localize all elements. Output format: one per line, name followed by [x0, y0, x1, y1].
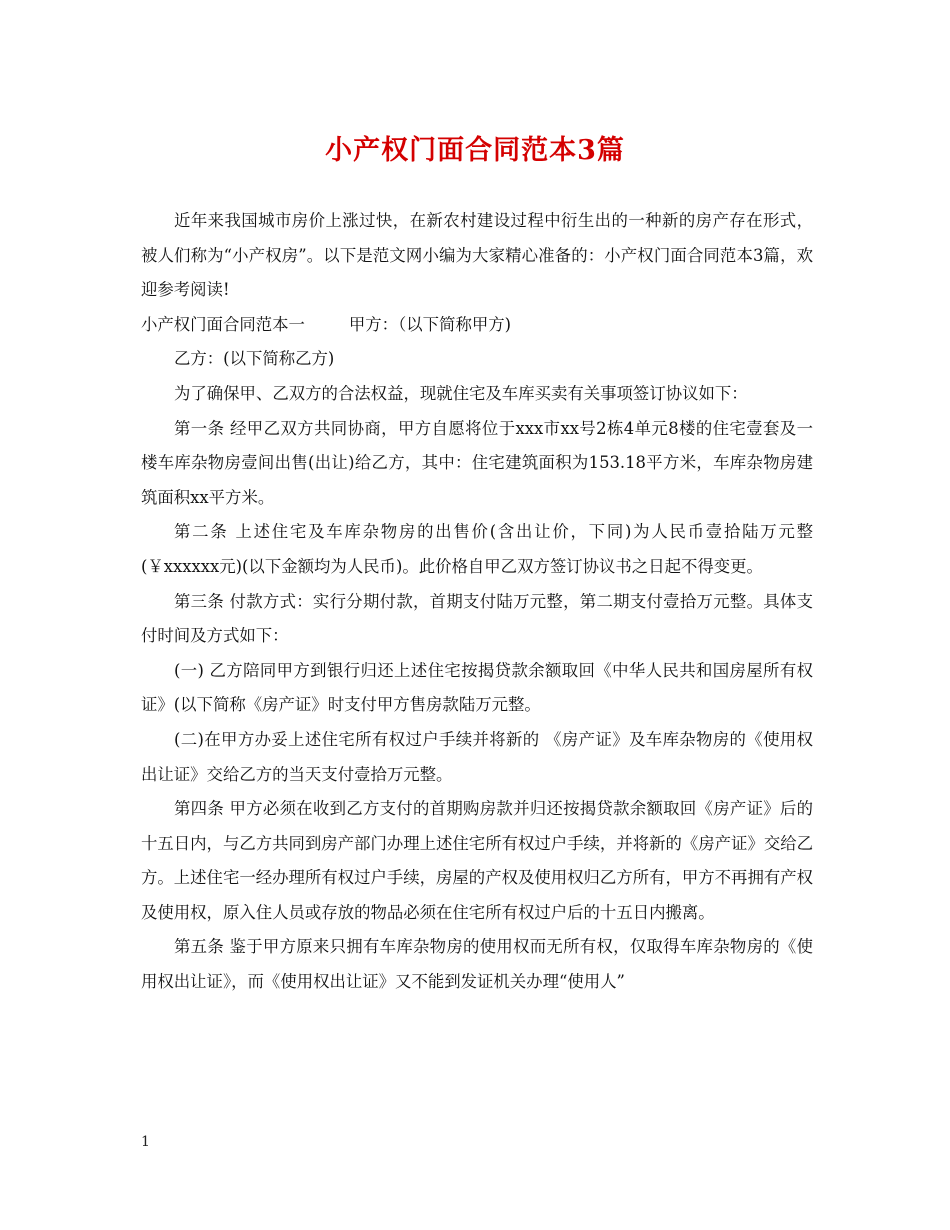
sample-heading-line — [141, 308, 813, 343]
page-number: 1 — [141, 1134, 150, 1150]
intro-paragraph: 近年来我国城市房价上涨过快，在新农村建设过程中衍生出的一种新的房产存在形式，被人们称为“小产权房”。以下是范文网小编为大家精心准备的：小产权门面合同范本3篇，欢迎参考阅读! — [141, 211, 813, 300]
sample-heading: 小产权门面合同范本一 — [141, 314, 305, 334]
article-4: 第四条 甲方必须在收到乙方支付的首期购房款并归还按揭贷款余额取回《房产证》后的十五日内，与乙方共同到房产部门办理上述住宅所有权过户手续，并将新的《房产证》交给乙方。上述住宅一经办理所有权过户手续，房屋的产权及使用权归乙方所有，甲方不再拥有产权及使用权，原入住人员或存放的物品必须在住宅所有权过户后的十五日内搬离。 — [141, 799, 814, 922]
party-a: 甲方：（以下简称甲方) — [348, 314, 512, 334]
article-3-item-1: (一) 乙方陪同甲方到银行归还上述住宅按揭贷款余额取回《中华人民共和国房屋所有权证》(以下简称《房产证》时支付甲方售房款陆万元整。 — [141, 660, 813, 715]
article-1: 第一条 经甲乙双方共同协商，甲方自愿将位于xxx市xx号2栋4单元8楼的住宅壹套及一楼车库杂物房壹间出售(出让)给乙方，其中：住宅建筑面积为153.18平方米，车库杂物房建筑面积xx平方米。 — [141, 418, 813, 507]
article-3: 第三条 付款方式：实行分期付款，首期支付陆万元整，第二期支付壹拾万元整。具体支付时间及方式如下： — [141, 591, 813, 646]
preamble-paragraph: 为了确保甲、乙双方的合法权益，现就住宅及车库买卖有关事项签订协议如下： — [174, 383, 748, 403]
article-5: 第五条 鉴于甲方原来只拥有车库杂物房的使用权而无所有权，仅取得车库杂物房的《使用权出让证》，而《使用权出让证》又不能到发证机关办理“使用人” — [141, 937, 813, 992]
article-2: 第二条 上述住宅及车库杂物房的出售价(含出让价，下同)为人民币壹拾陆万元整(￥xxxxxx元)(以下金额均为人民币)。此价格自甲乙双方签订协议书之日起不得变更。 — [141, 522, 813, 576]
article-3-item-2: (二)在甲方办妥上述住宅所有权过户手续并将新的 《房产证》及车库杂物房的《使用权出让证》交给乙方的当天支付壹拾万元整。 — [141, 729, 813, 784]
party-b: 乙方：(以下简称乙方) — [174, 349, 335, 369]
document-body — [141, 204, 813, 1000]
document-title: 小产权门面合同范本3篇 — [325, 135, 625, 166]
